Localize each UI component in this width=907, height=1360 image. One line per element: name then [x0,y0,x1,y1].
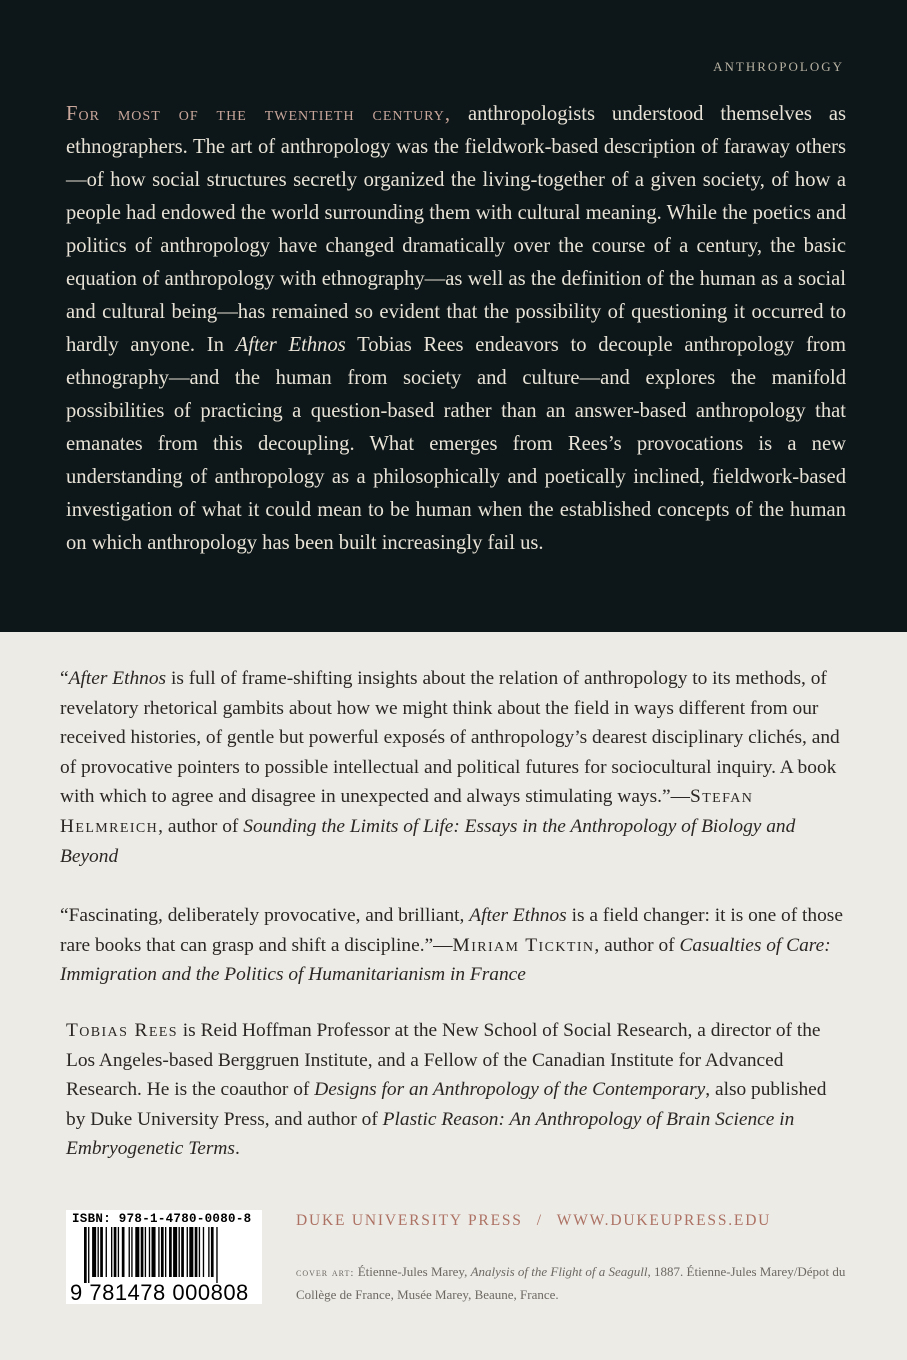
bio-text-3: . [234,1138,240,1160]
barcode-bar [111,1227,112,1277]
description-part-2: Tobias Rees endeavors to decouple anthropology from ethnography—and the human from society and culture—and explores the manifold possibilities of practicing a question-based rather than an answer-based anthropology that emanates from this decoupling. What emerges from Rees’s provocations is a new understanding of anthropology as a philosophically and poetically inclined, fieldwork-based investigation of what it could mean to be human when the established concepts of the human on which anthropology has been built increasingly fail us. [66,334,846,554]
quote1-title: After Ethnos [68,668,167,689]
barcode-bar [165,1227,166,1277]
isbn-barcode [66,1210,262,1304]
barcode-bar [145,1227,146,1277]
barcode-bar [169,1227,172,1277]
barcode-bar [118,1227,119,1277]
barcode-bar [181,1227,184,1277]
quote2-text-1: “Fascinating, deliberately provocative, and brilliant, [60,905,470,926]
credit-label: cover art: [296,1267,355,1279]
quote2-book: Casualties of Care: Immigration and the Politics of Humanitarianism in France [60,934,831,986]
bio-text-2: , also published by Duke University Press, and author of [66,1079,827,1130]
barcode-bar [122,1227,125,1277]
barcode-bar [100,1227,103,1277]
barcode-bar [152,1227,156,1277]
quote2-title: After Ethnos [469,905,567,926]
barcode-bar [149,1227,150,1277]
bio-book-1: Designs for an Anthropology of the Contemporary [314,1079,706,1101]
credit-work: Analysis of the Flight of a Seagull [470,1264,648,1279]
barcode-bar [195,1227,198,1277]
barcode-bar [131,1227,132,1277]
helmreich-quote [60,664,846,871]
publisher-name: DUKE UNIVERSITY PRESS [296,1212,523,1229]
barcode-bar [135,1227,139,1277]
cover-art-credit [296,1261,856,1306]
barcode-bar [216,1227,217,1283]
barcode-bar [211,1227,214,1277]
barcode-bar [161,1227,164,1277]
bio-text-1: is Reid Hoffman Professor at the New School of Social Research, a director of the Los Angeles-based Berggruen Institute, and a Fellow of the Canadian Institute for Advanced Research. He is the coauthor of [66,1020,821,1101]
barcode-bar [199,1227,200,1277]
bio-book-2: Plastic Reason: An Anthropology of Brain Science in Embryogenetic Terms [66,1108,795,1160]
barcode-bar [88,1227,89,1283]
publisher-url[interactable]: WWW.DUKEUPRESS.EDU [556,1212,772,1229]
barcode-bar [114,1227,117,1277]
category-label: ANTHROPOLOGY [713,59,844,74]
description-part-1: anthropologists understood themselves as ethnographers. The art of anthropology was the fieldwork-based description of faraway others—of how social structures secretly organized the living-together of a given society, of how a people had endowed the world surrounding them with cultural meaning. While the poetics and politics of anthropology have changed dramatically over the course of a century, the basic equation of anthropology with ethnography—as well as the definition of the human as a social and cultural being—has remained so evident that the possibility of questioning it occurred to hardly anyone. In [66,103,846,356]
barcode-bar [129,1227,130,1277]
barcode-bar [106,1227,107,1277]
bio-name: Tobias Rees [66,1020,178,1041]
ticktin-quote [60,901,846,990]
barcode-bar [158,1227,159,1277]
quote2-author-of: , author of [594,934,680,956]
publisher-line [296,1212,771,1230]
barcode-bar [98,1227,99,1277]
barcode-digits: 9 781478 000808 [70,1280,249,1305]
quote1-author: Stefan Helmreich [60,786,754,837]
barcode-bar [208,1227,209,1277]
barcode-bar [187,1227,188,1277]
barcode-bars [84,1227,256,1283]
quote1-author-of: , author of [158,815,244,837]
quote1-open: “ [60,668,69,689]
barcode-bar [179,1227,180,1277]
quote1-book: Sounding the Limits of Life: Essays in the Anthropology of Biology and Beyond [60,815,796,867]
isbn-text: ISBN: 978-1-4780-0080-8 [72,1212,252,1226]
description-title: After Ethnos [235,334,346,356]
barcode-bar [173,1227,177,1277]
credit-text-1: Étienne-Jules Marey, [354,1264,471,1279]
barcode-bar [92,1227,96,1277]
dark-panel [0,0,907,632]
credit-text-2: , 1887. Étienne-Jules Marey/Dépot du Collège de France, Musée Marey, Beaune, France. [296,1264,846,1302]
barcode-bar [189,1227,193,1277]
quote2-text-2: is a field changer: it is one of those rare books that can grasp and shift a discipline.”— [60,905,843,956]
barcode-bar [84,1227,87,1283]
barcode-bar [203,1227,204,1277]
quote1-text: is full of frame-shifting insights about the relation of anthropology to its methods, of revelatory rhetorical gambits about how we might think about the field in ways different from our received histories, of gentle but powerful exposés of anthropology’s dearest disciplinary clichés, and of provocative pointers to possible intellectual and political futures for sociocultural inquiry. A book with which to agree and disagree in unexpected and always stimulating ways.”— [60,668,840,808]
description-lead: For most of the twentieth century, [66,103,452,125]
quote2-author: Miriam Ticktin [452,934,595,956]
publisher-separator: / [536,1212,543,1229]
author-bio [66,1016,846,1164]
book-description [66,98,846,560]
barcode-bar [141,1227,144,1277]
